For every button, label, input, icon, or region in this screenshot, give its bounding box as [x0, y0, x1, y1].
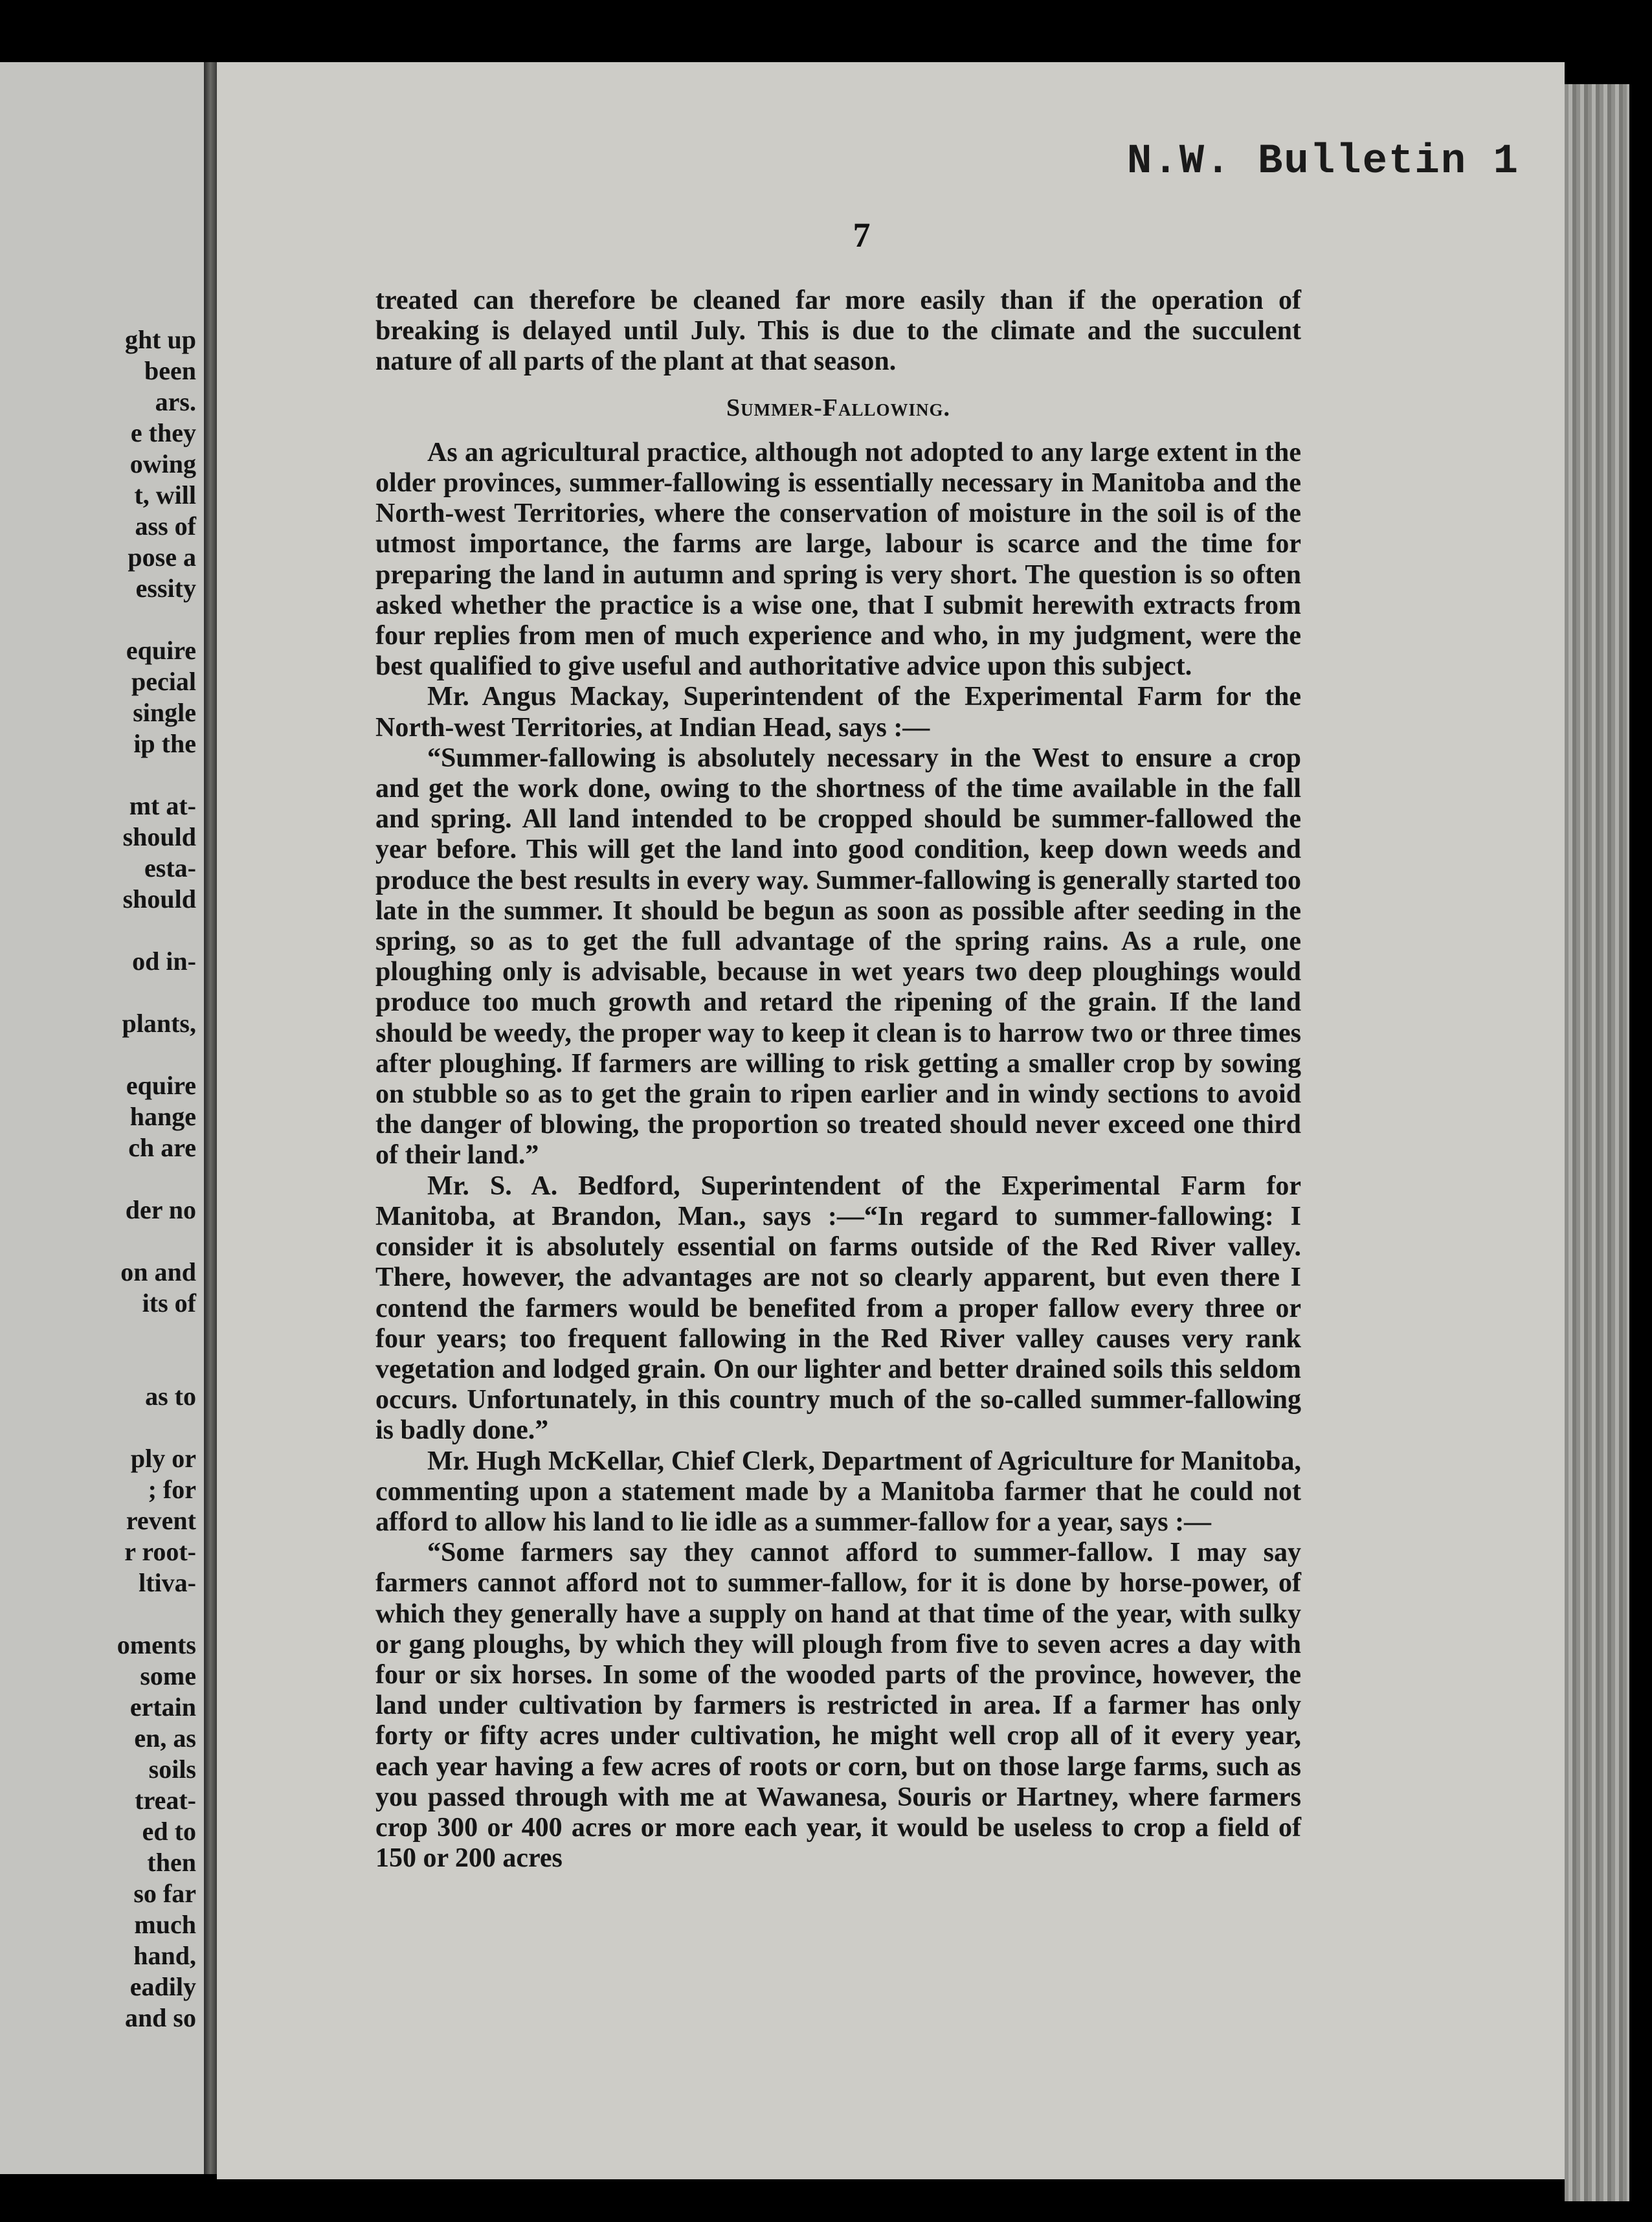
facing-page-line: then: [147, 1848, 196, 1877]
facing-page-line: equire: [126, 1071, 196, 1100]
facing-page-line: as to: [145, 1382, 196, 1411]
book-gutter: [204, 62, 217, 2174]
facing-page-line: hange: [129, 1102, 196, 1131]
section-heading: Summer-Fallowing.: [726, 394, 950, 421]
facing-page-fragment: [0, 62, 204, 2174]
facing-page-line: ch are: [128, 1133, 196, 1162]
paragraph: “Some farmers say they cannot afford to summer-fallow. I may say farmers cannot afford not to summer-fallow, for it is done by horse-power, of which they generally have a supply on hand at that time of the year, with sulky or gang ploughs, by which they will plough from five to seven acres a day with four or six horses. In some of the wooded parts of the province, however, the land under cultivation by farmers is restricted in area. If a farmer has only forty or fifty acres under cultivation, he might well crop all of it every year, each year having a few acres of roots or corn, but on those large farms, such as you passed through with me at Wawanesa, Souris or Hartney, where farmers crop 300 or 400 acres or more each year, it would be useless to crop a field of 150 or 200 acres: [375, 1538, 1301, 1874]
book-page: [217, 62, 1565, 2179]
facing-page-line: ars.: [155, 387, 196, 416]
paragraph: As an agricultural practice, although not adopted to any large extent in the older provinces, summer-fallowing is essentially necessary in Manitoba and the North-west Territories, where the conservation of moisture in the soil is of the utmost importance, the farms are large, labour is scarce and the time for preparing the land in autumn and spring is very short. The question is so often asked whether the practice is a wise one, that I submit herewith extracts from four replies from men of much experience and who, in my judgment, were the best qualified to give useful and authoritative advice upon this subject.: [375, 437, 1301, 682]
facing-page-line: od in-: [132, 947, 196, 976]
facing-page-line: r root-: [124, 1537, 196, 1566]
page-number: 7: [853, 216, 871, 254]
facing-page-line: equire: [126, 636, 196, 665]
facing-page-line: some: [140, 1661, 196, 1690]
facing-page-line: ght up: [124, 325, 196, 354]
facing-page-line: so far: [133, 1879, 196, 1908]
facing-page-line: en, as: [134, 1723, 196, 1753]
facing-page-line: hand,: [133, 1941, 196, 1970]
facing-page-line: should: [122, 884, 196, 914]
facing-page-line: on and: [120, 1257, 196, 1286]
facing-page-line: ltiva-: [139, 1568, 196, 1597]
facing-page-line: and so: [124, 2003, 196, 2032]
facing-page-line: e they: [130, 418, 196, 447]
facing-page-line: ip the: [133, 729, 196, 758]
page-body: [375, 286, 1301, 1874]
facing-page-line: mt at-: [129, 791, 196, 820]
paragraph: Mr. S. A. Bedford, Superintendent of the Experimental Farm for Manitoba, at Brandon, Man., says :—“In regard to summer-fallowing: I consider it is absolutely essential on farms outside of the Red River valley. There, however, the advantages are not so clearly apparent, but even there I contend the farmers would be benefited from a proper fallow every three or four years; too frequent fallowing in the Red River valley causes very rank vegetation and lodged grain. On our lighter and better drained soils this seldom occurs. Unfortunately, in this country much of the so-called summer-fallowing is badly done.”: [375, 1171, 1301, 1446]
facing-page-line: oments: [117, 1630, 196, 1659]
facing-page-line: ertain: [129, 1692, 196, 1722]
facing-page-line: pecial: [131, 667, 196, 696]
facing-page-line: its of: [142, 1288, 196, 1318]
facing-page-line: eadily: [129, 1972, 196, 2001]
facing-page-line: treat-: [135, 1786, 196, 1815]
facing-page-line: ed to: [142, 1817, 196, 1846]
paragraph: treated can therefore be cleaned far more easily than if the operation of breaking is delayed until July. This is due to the climate and the succulent nature of all parts of the plant at that season.: [375, 286, 1301, 377]
paragraph: Mr. Angus Mackay, Superintendent of the Experimental Farm for the North-west Territories, at Indian Head, says :—: [375, 682, 1301, 743]
facing-page-line: t, will: [134, 480, 196, 510]
paragraph: Mr. Hugh McKellar, Chief Clerk, Department of Agriculture for Manitoba, commenting upon a statement made by a Manitoba farmer that he could not afford to allow his land to lie idle as a summer-fallow for a year, says :—: [375, 1446, 1301, 1537]
facing-page-line: ass of: [135, 511, 196, 541]
facing-page-line: plants,: [122, 1009, 196, 1038]
facing-page-line: ; for: [148, 1475, 196, 1504]
facing-page-line: essity: [135, 574, 196, 603]
facing-page-line: esta-: [144, 853, 196, 882]
bulletin-stamp: N.W. Bulletin 1: [1126, 139, 1519, 185]
facing-page-line: ply or: [130, 1444, 196, 1473]
facing-page-line: pose a: [128, 543, 196, 572]
facing-page-line: soils: [148, 1755, 196, 1784]
facing-page-line: single: [133, 698, 196, 727]
facing-page-line: should: [122, 822, 196, 851]
facing-page-line: been: [144, 356, 196, 385]
page-edges: [1565, 84, 1629, 2201]
facing-page-line: much: [134, 1910, 196, 1939]
paragraph: “Summer-fallowing is absolutely necessary in the West to ensure a crop and get the work done, owing to the shortness of the time available in the fall and spring. All land intended to be cropped should be summer-fallowed the year before. This will get the land into good condition, keep down weeds and produce the best results in every way. Summer-fallowing is generally started too late in the summer. It should be begun as soon as possible after seeding in the spring, so as to get the full advantage of the spring rains. As a rule, one ploughing only is advisable, because in wet years two deep ploughings would produce too much growth and retard the ripening of the grain. If the land should be weedy, the proper way to keep it clean is to harrow two or three times after ploughing. If farmers are willing to risk getting a smaller crop by sowing on stubble so as to get the grain to ripen earlier and in windy sections to avoid the danger of blowing, the proportion so treated should never exceed one third of their land.”: [375, 743, 1301, 1171]
facing-page-line: der no: [125, 1195, 196, 1224]
facing-page-line: revent: [126, 1506, 196, 1535]
facing-page-line: owing: [129, 449, 196, 478]
